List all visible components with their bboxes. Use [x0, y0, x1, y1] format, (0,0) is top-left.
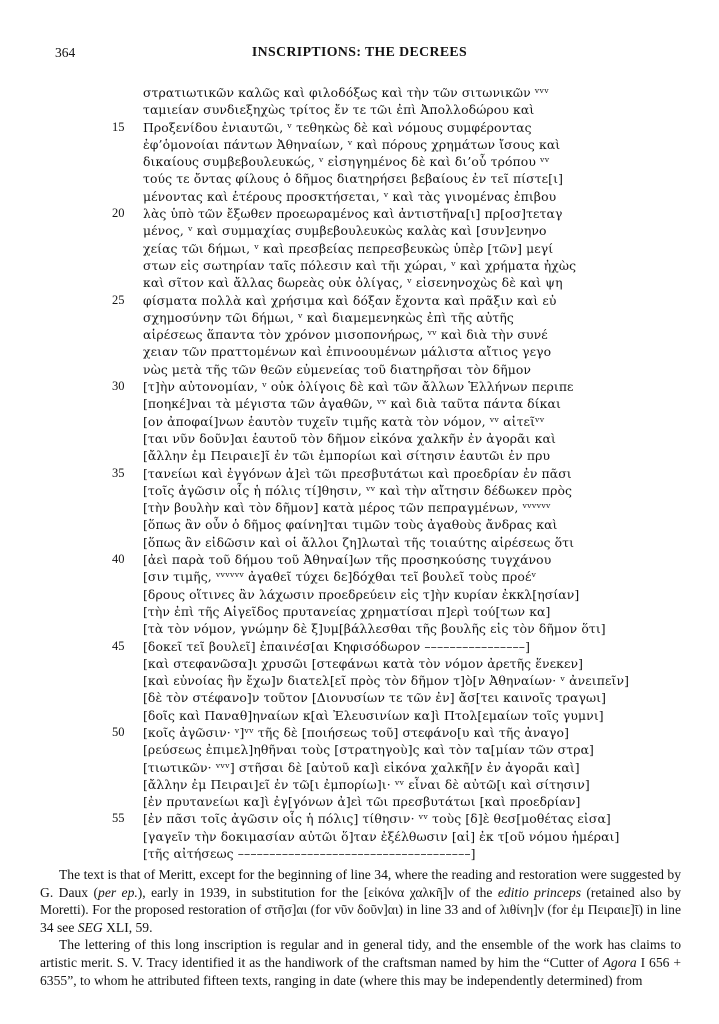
line-text: τούς τε ὄντας φίλους ὁ δῆμος διατηρήσει βεβαίους ἐν τεῖ πίστε[ι]	[143, 171, 563, 187]
inscription-line	[112, 101, 689, 118]
inscription-line	[112, 361, 689, 378]
line-number	[112, 361, 143, 378]
line-number	[112, 586, 143, 603]
line-text: [τιωτικῶν· ᵛᵛᵛ] στῆσαι δὲ [αὐτοῦ κα]ὶ εἰκόνα χαλκῆ[ν ἐν ἀγορᾶι καὶ]	[143, 759, 580, 775]
line-number	[112, 395, 143, 412]
inscription-line	[112, 430, 689, 447]
text-run: The text is that of Meritt, except for the beginning of line 34, where the reading and restoration were suggested by G. Daux (	[40, 867, 681, 900]
inscription-line	[112, 395, 689, 412]
line-number: 35	[112, 465, 125, 480]
line-number	[112, 620, 143, 637]
italic-text: Agora	[602, 954, 637, 970]
line-text: καὶ σῖτον καὶ ἄλλας δωρεὰς οὐκ ὀλίγας, ᵛ εἰσενηνοχὼς δὲ καὶ ψη	[143, 275, 563, 291]
line-text: [τὴν βουλὴν καὶ τὸν δῆμον] κατὰ μέρος τῶν πεπραγμένων, ᵛᵛᵛᵛᵛᵛ	[143, 500, 551, 516]
line-number: 40	[112, 552, 125, 567]
inscription-line	[112, 707, 689, 724]
line-number: 15	[112, 119, 125, 134]
line-number	[112, 482, 143, 499]
inscription-line	[112, 136, 689, 153]
line-text: φίσματα πολλὰ καὶ χρήσιμα καὶ δόξαν ἔχοντα καὶ πρᾶξιν καὶ εὐ	[143, 292, 557, 308]
line-text: λὰς ὑπὸ τῶν ἔξωθεν προεωραμένος καὶ ἀντιστῆνα[ι] πρ[οσ]τεταγ	[143, 206, 563, 222]
inscription-line	[112, 655, 689, 672]
inscription-line	[112, 603, 689, 620]
inscription-line	[112, 845, 689, 862]
line-number	[112, 447, 143, 464]
line-number	[112, 603, 143, 620]
line-text: χείας τῶι δήμωι, ᵛ καὶ πρεσβείας πεπρεσβευκὼς ὑπὲρ [τῶν] μεγί	[143, 240, 554, 256]
commentary-paragraph	[40, 936, 681, 989]
line-number: 55	[112, 811, 125, 826]
inscription-line	[112, 378, 689, 395]
inscription-line	[112, 447, 689, 464]
line-text: στρατιωτικῶν καλῶς καὶ φιλοδόξως καὶ τὴν τῶν σιτωνικῶν ᵛᵛᵛ	[143, 85, 549, 100]
inscription-line	[112, 828, 689, 845]
line-text: [δοκεῖ τεῖ βουλεῖ] ἐπαινέσ[αι Κηφισόδωρον ––––––––––––––––]	[143, 638, 531, 654]
line-number	[112, 153, 143, 170]
line-text: [κοῖς ἀγῶσιν· ᵛ]ᵛᵛ τῆς δὲ [ποιήσεως τοῦ] στεφάνο[υ καὶ τῆς ἀναγο]	[143, 724, 570, 740]
line-number: 45	[112, 638, 125, 653]
inscription-line	[112, 326, 689, 343]
line-number	[112, 309, 143, 326]
line-text: σχημοσύνην τῶι δήμωι, ᵛ καὶ διαμεμενηκὼς ἐπὶ τῆς αὐτῆς	[143, 309, 514, 325]
inscription-line	[112, 724, 689, 741]
line-text: [ὅπως ἂν εἰδῶσιν καὶ οἱ ἄλλοι ζη]λωταὶ τῆς τοιαύτης αἱρέσεως ὅτι	[143, 534, 575, 550]
line-text: Προξενίδου ἐνιαυτῶι, ᵛ τεθηκὼς δὲ καὶ νόμους συμφέροντας	[143, 119, 532, 135]
line-text: [γαγεῖν τὴν δοκιμασίαν αὐτῶι ὅ]ταν ἐξέλθωσιν [αἱ] ἐκ τ[οῦ νόμου ἡμέραι]	[143, 828, 620, 844]
italic-text: editio princeps	[497, 884, 581, 900]
line-text: στων εἰς σωτηρίαν ταῖς πόλεσιν καὶ τῆι χώραι, ᵛ καὶ χρήματα ἠχὼς	[143, 257, 577, 273]
line-number: 25	[112, 292, 125, 307]
inscription-line	[112, 188, 689, 205]
line-text: [τοῖς ἀγῶσιν οἷς ἡ πόλις τί]θησιν, ᵛᵛ καὶ τὴν αἴτησιν δέδωκεν πρὸς	[143, 482, 573, 498]
line-number	[112, 516, 143, 533]
line-number	[112, 741, 143, 758]
line-text: [ρεύσεως ἐπιμελ]ηθῆναι τοὺς [στρατηγοὺ]ς καὶ τὸν τα[μίαν τῶν στρα]	[143, 742, 594, 758]
inscription-line	[112, 638, 689, 655]
inscription-line	[112, 672, 689, 689]
line-number: 50	[112, 724, 125, 739]
inscription-line	[112, 759, 689, 776]
inscription-line	[112, 482, 689, 499]
line-number	[112, 257, 143, 274]
line-text: [ἐν πᾶσι τοῖς ἀγῶσιν οἷς ἡ πόλις] τίθησιν· ᵛᵛ τοὺς [δ]ὲ θεσ[μοθέτας εἰσα]	[143, 811, 611, 827]
inscription-line	[112, 274, 689, 291]
inscription-line	[112, 499, 689, 516]
line-number	[112, 413, 143, 430]
line-number	[112, 240, 143, 257]
line-text: μένοντας καὶ ἑτέρους προσκτήσεται, ᵛ καὶ τὰς γινομένας ἐπιβου	[143, 188, 557, 204]
line-text: [ται νῦν δοῦν]αι ἑαυτοῦ τὸν δῆμον εἰκόνα χαλκῆν ἐν ἀγορᾶι καὶ	[143, 430, 556, 446]
inscription	[112, 84, 689, 862]
line-text: νὼς μετὰ τῆς τῶν θεῶν εὐμενείας τοῦ διατηρῆσαι τὸν δῆμον	[143, 361, 532, 377]
line-text: [ον ἀποφαί]νων ἑαυτὸν τυχεῖν τιμῆς κατὰ τὸν νόμον, ᵛᵛ αἰτεῖᵛᵛ	[143, 413, 545, 429]
page-header	[55, 44, 664, 62]
line-text: αἱρέσεως ἅπαντα τὸν χρόνον μισοπονήρως, ᵛᵛ καὶ διὰ τὴν συνέ	[143, 327, 548, 343]
line-text: [τῆς αἰτήσεως –––––––––––––––––––––––––––––––––––––]	[143, 846, 476, 862]
line-number	[112, 672, 143, 689]
inscription-line	[112, 170, 689, 187]
line-number	[112, 776, 143, 793]
text-run: The lettering of this long inscription is regular and in general tidy, and the ensemble of the work has claims to artistic merit. S. V. Tracy identified it as the handiwork of the craftsman named by him the “Cutter of	[40, 937, 681, 970]
line-text: [ἄλλην ἐμ Πειραι]εῖ ἐν τῶ[ι ἐμπορίω]ι· ᵛᵛ εἶναι δὲ αὐτῶ[ι καὶ σίτησιν]	[143, 776, 590, 792]
inscription-line	[112, 551, 689, 568]
inscription-line	[112, 343, 689, 360]
line-text: [σιν τιμῆς, ᵛᵛᵛᵛᵛᵛ ἀγαθεῖ τύχει δε]δόχθαι τεῖ βουλεῖ τοὺς προέᵛ	[143, 569, 537, 585]
inscription-line	[112, 257, 689, 274]
inscription-line	[112, 586, 689, 603]
inscription-line	[112, 222, 689, 239]
line-number	[112, 188, 143, 205]
line-text: [ποηκέ]ναι τὰ μέγιστα τῶν ἀγαθῶν, ᵛᵛ καὶ διὰ ταῦτα πάντα δίκαι	[143, 396, 561, 412]
italic-text: per ep.	[98, 884, 138, 900]
line-text: [ἐν πρυτανείωι κα]ὶ ἐγ[γόνων ἀ]εὶ τῶι πρεσβυτάτωι [καὶ προεδρίαν]	[143, 794, 581, 810]
line-number	[112, 828, 143, 845]
line-number	[112, 534, 143, 551]
inscription-line	[112, 119, 689, 136]
line-number	[112, 222, 143, 239]
line-number	[112, 430, 143, 447]
inscription-line	[112, 292, 689, 309]
line-text: [δρους οἵτινες ἂν λάχωσιν προεδρεύειν εἰς τ]ὴν κυρίαν ἐκκλ[ησίαν]	[143, 586, 580, 602]
line-text: μένος, ᵛ καὶ συμμαχίας συμβεβουλευκὼς καλὰς καὶ [συν]ενηνο	[143, 223, 547, 239]
text-run: XLI, 59.	[102, 919, 153, 935]
line-number	[112, 274, 143, 291]
inscription-line	[112, 516, 689, 533]
line-text: [τὴν ἐπὶ τῆς Αἰγεῖδος πρυτανείας χρηματίσαι π]ερὶ τού[των κα]	[143, 603, 551, 619]
inscription-line	[112, 309, 689, 326]
line-text: [ἀεὶ παρὰ τοῦ δήμου τοῦ Ἀθηναί]ων τῆς προσηκούσης τυγχάνου	[143, 552, 552, 568]
commentary-paragraph	[40, 866, 681, 936]
line-text: [τὰ τὸν νόμον, γνώμην δὲ ξ]υμ[βάλλεσθαι τῆς βουλῆς εἰς τὸν δῆμον ὅτι]	[143, 621, 606, 637]
text-run: ), early in 1939, in substitution for the [εἰκόνα χαλκῆ]ν of the	[137, 884, 498, 900]
page-number: 364	[55, 45, 76, 60]
text-run: (retained also by Moretti). For the proposed restoration of στῆσ]αι (for νῦν δοῦν]αι) in line 33 and of λιθίνη]ν (for ἐμ Πειραιε]ῖ) in line 34 see	[40, 884, 682, 935]
line-text: [ἄλλην ἐμ Πειραιε]ῖ ἐν τῶι ἐμπορίωι καὶ σίτησιν ἑαυτῶι ἐν πρυ	[143, 448, 551, 464]
running-head: INSCRIPTIONS: THE DECREES	[251, 44, 468, 59]
line-number	[112, 84, 143, 101]
italic-text: SEG	[77, 919, 103, 935]
inscription-line	[112, 465, 689, 482]
line-number	[112, 845, 143, 862]
inscription-line	[112, 153, 689, 170]
inscription-line	[112, 84, 689, 101]
line-number: 30	[112, 379, 125, 394]
line-number	[112, 793, 143, 810]
line-number	[112, 759, 143, 776]
line-text: [τ]ὴν αὐτονομίαν, ᵛ οὐκ ὀλίγοις δὲ καὶ τῶν ἄλλων Ἑλλήνων περιπε	[143, 379, 574, 395]
line-text: χειαν τῶν πραττομένων καὶ ἐπινοουμένων μάλιστα αἴτιος γεγο	[143, 344, 552, 360]
line-number	[112, 655, 143, 672]
line-number	[112, 343, 143, 360]
line-number	[112, 170, 143, 187]
line-number: 20	[112, 206, 125, 221]
line-number	[112, 326, 143, 343]
inscription-line	[112, 689, 689, 706]
line-text: [καὶ στεφανῶσα]ι χρυσῶι [στεφάνωι κατὰ τὸν νόμον ἀρετῆς ἕνεκεν]	[143, 655, 584, 671]
inscription-line	[112, 776, 689, 793]
inscription-line	[112, 205, 689, 222]
inscription-line	[112, 620, 689, 637]
line-number	[112, 689, 143, 706]
line-number	[112, 568, 143, 585]
line-number	[112, 136, 143, 153]
inscription-line	[112, 741, 689, 758]
line-number	[112, 499, 143, 516]
inscription-line	[112, 568, 689, 585]
line-text: [δοῖς καὶ Παναθ]ηναίων κ[αὶ Ἐλευσινίων κα]ὶ Πτολ[εμαίων τοῖς γυμνι]	[143, 707, 604, 723]
line-text: [δὲ τὸν στέφανο]ν τοῦτον [Διονυσίων τε τῶν ἐν] ἄσ[τει καινοῖς τραγωι]	[143, 690, 607, 706]
inscription-line	[112, 793, 689, 810]
line-text: [τανείωι καὶ ἐγγόνων ἀ]εὶ τῶι πρεσβυτάτωι καὶ προεδρίαν ἐν πᾶσι	[143, 465, 572, 481]
inscription-line	[112, 240, 689, 257]
line-text: δικαίους συμβεβουλευκώς, ᵛ εἰσηγημένος δὲ καὶ δι’οὗ τρόπου ᵛᵛ	[143, 154, 550, 170]
line-text: [ὅπως ἂν οὖν ὁ δῆμος φαίνη]ται τιμῶν τοὺς ἀγαθοὺς ἄνδρας καὶ	[143, 517, 558, 533]
line-text: [καὶ εὐνοίας ἣν ἔχω]ν διατελ[εῖ πρὸς τὸν δῆμον τ]ὸ[ν Ἀθηναίων· ᵛ ἀνειπεῖν]	[143, 673, 630, 689]
inscription-line	[112, 413, 689, 430]
inscription-line	[112, 810, 689, 827]
line-text: ἐφ’ὁμονοίαι πάντων Ἀθηναίων, ᵛ καὶ πόρους χρημάτων ἴσους καὶ	[143, 136, 561, 152]
text-run: I 656 + 6355”, to whom he attributed fifteen texts, ranging in date (where this may be independently determined) from	[40, 954, 682, 988]
inscription-line	[112, 534, 689, 551]
line-text: ταμιείαν συνδιεξηχὼς τρίτος ἔν τε τῶι ἐπὶ Ἀπολλοδώρου καὶ	[143, 102, 535, 118]
line-number	[112, 101, 143, 118]
commentary	[40, 866, 681, 989]
line-number	[112, 707, 143, 724]
